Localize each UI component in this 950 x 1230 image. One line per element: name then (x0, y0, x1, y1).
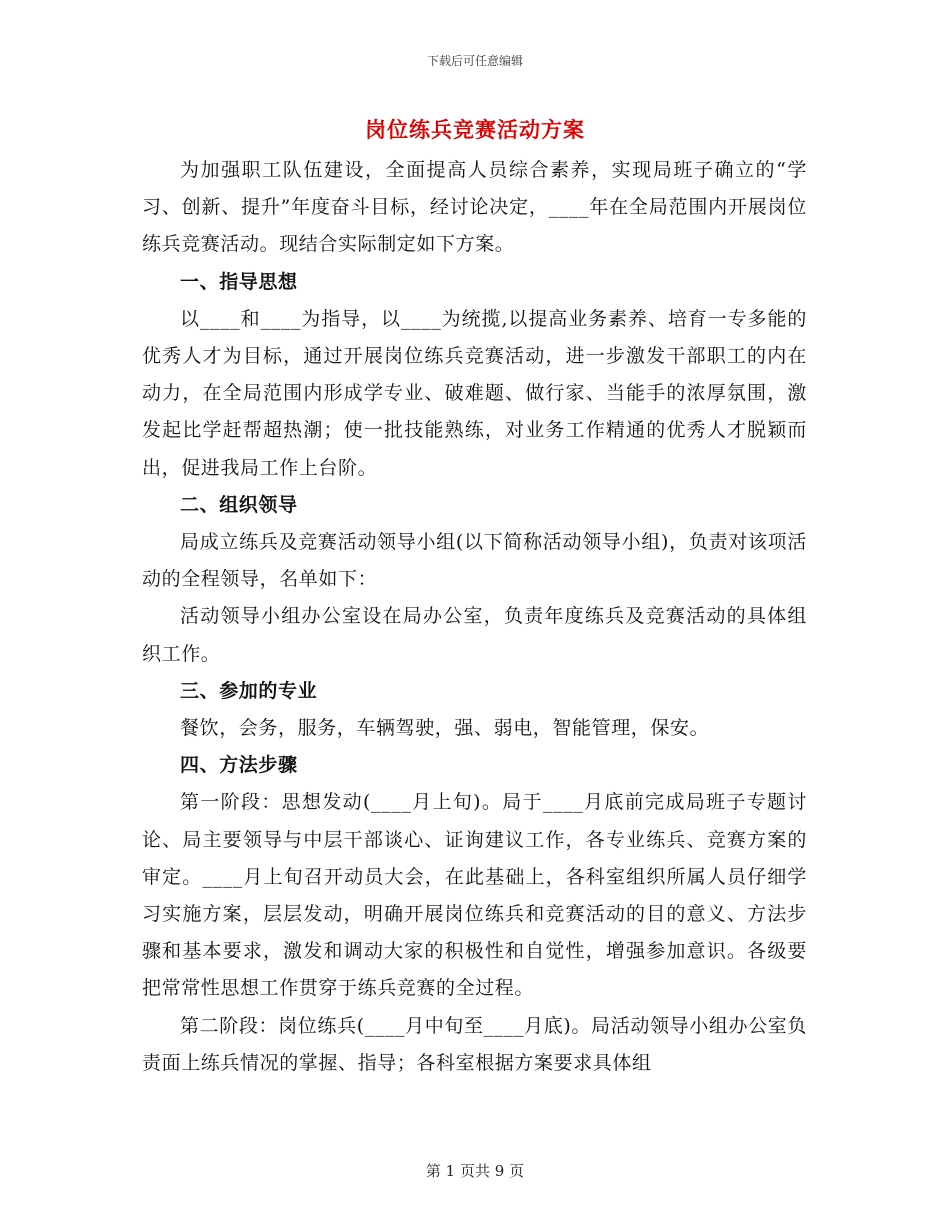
header-note: 下载后可任意编辑 (426, 54, 523, 68)
document-title: 岗位练兵竞赛活动方案 (365, 117, 585, 142)
intro-paragraph: 为加强职工队伍建设，全面提高人员综合素养，实现局班子确立的“学习、创新、提升”年度奋斗目标，经讨论决定，____年在全局范围内开展岗位练兵竞赛活动。现结合实际制定如下方案。 (142, 159, 807, 256)
section-heading-steps: 四、方法步骤 (180, 754, 298, 777)
section-heading-guiding-thought: 一、指导思想 (180, 270, 298, 293)
stage-one-paragraph: 第一阶段：思想发动(____月上旬)。局于____月底前完成局班子专题讨论、局主要领导与中层干部谈心、证询建议工作，各专业练兵、竞赛方案的审定。____月上旬召开动员大会，在此基础上，各科室组织所属人员仔细学习实施方案，层层发动，明确开展岗位练兵和竞赛活动的目的意义、方法步骤和基本要求，激发和调动大家的积极性和自觉性，增强参加意识。各级要把常常性思想工作贯穿于练兵竞赛的全过程。 (142, 791, 807, 1000)
document-body (142, 152, 807, 1082)
page-footer: 第 1 页共 9 页 (425, 1162, 525, 1180)
office-paragraph: 活动领导小组办公室设在局办公室，负责年度练兵及竞赛活动的具体组织工作。 (142, 605, 807, 665)
section-heading-specialties: 三、参加的专业 (180, 679, 318, 702)
guiding-thought-paragraph: 以____和____为指导，以____为统揽,以提高业务素养、培育一专多能的优秀人才为目标，通过开展岗位练兵竞赛活动，进一步激发干部职工的内在动力，在全局范围内形成学专业、破难题、做行家、当能手的浓厚氛围，激发起比学赶帮超热潮；使一批技能熟练，对业务工作精通的优秀人才脱颖而出，促进我局工作上台阶。 (142, 307, 807, 479)
specialties-paragraph: 餐饮，会务，服务，车辆驾驶，强、弱电，智能管理，保安。 (180, 717, 710, 740)
section-heading-organization: 二、组织领导 (180, 493, 298, 516)
organization-paragraph: 局成立练兵及竞赛活动领导小组(以下简称活动领导小组)，负责对该项活动的全程领导，名单如下： (142, 531, 807, 591)
stage-two-paragraph: 第二阶段：岗位练兵(____月中旬至____月底)。局活动领导小组办公室负责面上练兵情况的掌握、指导；各科室根据方案要求具体组 (142, 1014, 807, 1074)
